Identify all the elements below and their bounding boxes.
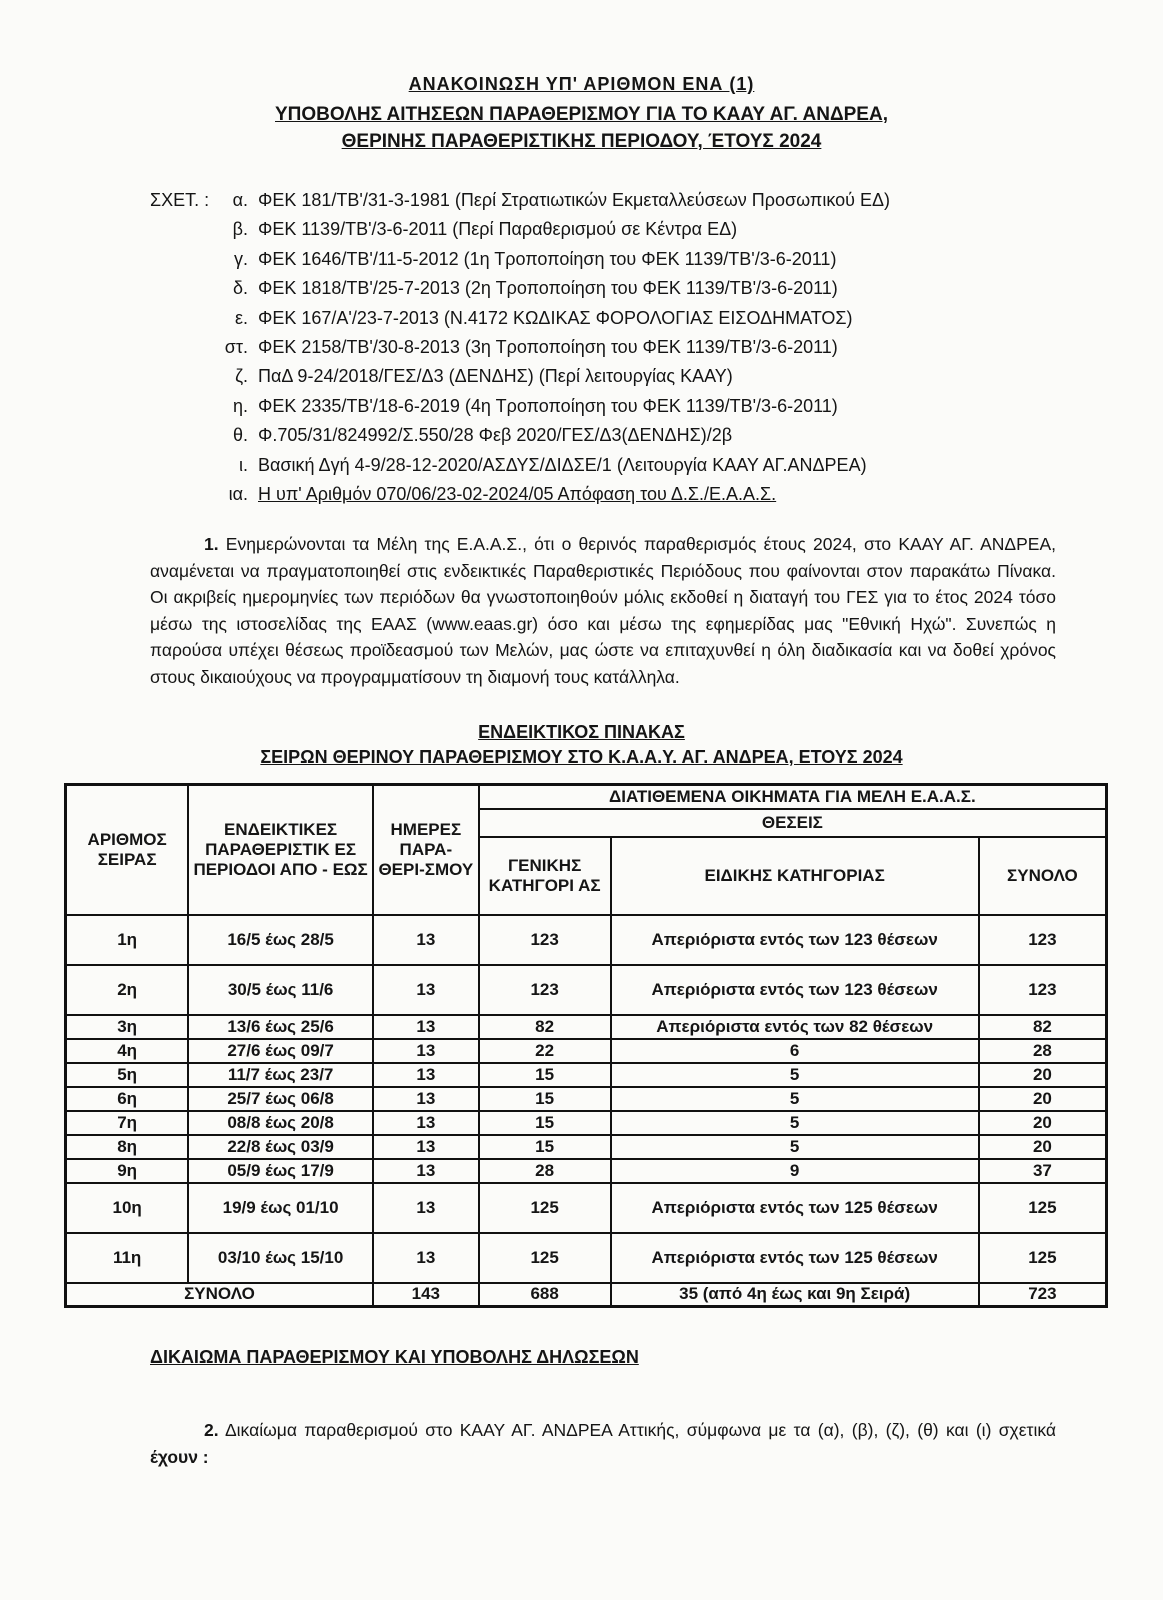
references-prefix: ΣΧΕΤ. : xyxy=(150,190,210,210)
cell-period: 25/7 έως 06/8 xyxy=(188,1087,373,1111)
cell-period: 16/5 έως 28/5 xyxy=(188,915,373,965)
cell-general: 125 xyxy=(479,1233,611,1283)
cell-series: 7η xyxy=(66,1111,189,1135)
cell-series: 1η xyxy=(66,915,189,965)
cell-total: 123 xyxy=(979,965,1107,1015)
table-row xyxy=(66,1159,1107,1183)
totals-special: 35 (από 4η έως και 9η Σειρά) xyxy=(611,1283,979,1307)
reference-letter: γ. xyxy=(233,248,248,269)
series-table xyxy=(64,783,1108,1308)
table-title: ΕΝΔΕΙΚΤΙΚΟΣ ΠΙΝΑΚΑΣ xyxy=(478,722,685,742)
header-general: ΓΕΝΙΚΗΣ ΚΑΤΗΓΟΡΙ ΑΣ xyxy=(479,837,611,915)
cell-special: 5 xyxy=(611,1111,979,1135)
cell-special: 9 xyxy=(611,1159,979,1183)
totals-label: ΣΥΝΟΛΟ xyxy=(66,1283,373,1307)
totals-total: 723 xyxy=(979,1283,1107,1307)
cell-days: 13 xyxy=(373,1063,479,1087)
cell-days: 13 xyxy=(373,1183,479,1233)
cell-days: 13 xyxy=(373,1087,479,1111)
cell-general: 22 xyxy=(479,1039,611,1063)
cell-general: 82 xyxy=(479,1015,611,1039)
cell-period: 13/6 έως 25/6 xyxy=(188,1015,373,1039)
cell-total: 20 xyxy=(979,1087,1107,1111)
cell-general: 123 xyxy=(479,915,611,965)
cell-days: 13 xyxy=(373,1159,479,1183)
table-row xyxy=(66,1135,1107,1159)
reference-text: ΦΕΚ 2158/ΤΒ'/30-8-2013 (3η Τροποποίηση του ΦΕΚ 1139/ΤΒ'/3-6-2011) xyxy=(258,336,838,357)
reference-text: Η υπ' Αριθμόν 070/06/23-02-2024/05 Απόφαση του Δ.Σ./Ε.Α.Α.Σ. xyxy=(258,483,777,504)
header-series: ΑΡΙΘΜΟΣ ΣΕΙΡΑΣ xyxy=(66,785,189,915)
totals-general: 688 xyxy=(479,1283,611,1307)
reference-letter: α. xyxy=(232,190,248,210)
paragraph-number: 2. xyxy=(204,1420,219,1440)
cell-total: 20 xyxy=(979,1135,1107,1159)
reference-item xyxy=(150,274,1110,303)
cell-period: 22/8 έως 03/9 xyxy=(188,1135,373,1159)
table-row xyxy=(66,1183,1107,1233)
cell-special: Απεριόριστα εντός των 82 θέσεων xyxy=(611,1015,979,1039)
reference-text: ΦΕΚ 1139/ΤΒ'/3-6-2011 (Περί Παραθερισμού σε Κέντρα ΕΔ) xyxy=(258,219,738,240)
reference-text: ΦΕΚ 1646/ΤΒ'/11-5-2012 (1η Τροποποίηση του ΦΕΚ 1139/ΤΒ'/3-6-2011) xyxy=(258,248,837,269)
cell-general: 15 xyxy=(479,1111,611,1135)
header-days: ΗΜΕΡΕΣ ΠΑΡΑ-ΘΕΡΙ-ΣΜΟΥ xyxy=(373,785,479,915)
reference-letter: θ. xyxy=(232,425,248,446)
cell-special: Απεριόριστα εντός των 125 θέσεων xyxy=(611,1233,979,1283)
reference-text: Βασική Δγή 4-9/28-12-2020/ΑΣΔΥΣ/ΔΙΔΣΕ/1 (Λειτουργία ΚΑΑΥ ΑΓ.ΑΝΔΡΕΑ) xyxy=(258,454,867,475)
cell-general: 28 xyxy=(479,1159,611,1183)
cell-series: 9η xyxy=(66,1159,189,1183)
reference-item xyxy=(150,215,1110,244)
cell-special: 5 xyxy=(611,1087,979,1111)
paragraph-number: 1. xyxy=(204,534,219,554)
reference-item xyxy=(150,362,1110,391)
cell-general: 15 xyxy=(479,1063,611,1087)
table-row xyxy=(66,1063,1107,1087)
header-positions: ΘΕΣΕΙΣ xyxy=(479,809,1107,837)
table-row xyxy=(66,1039,1107,1063)
cell-days: 13 xyxy=(373,1039,479,1063)
paragraph-2 xyxy=(150,1417,1056,1470)
table-row xyxy=(66,1111,1107,1135)
cell-period: 30/5 έως 11/6 xyxy=(188,965,373,1015)
table-row xyxy=(66,965,1107,1015)
cell-general: 15 xyxy=(479,1087,611,1111)
cell-special: 5 xyxy=(611,1135,979,1159)
cell-days: 13 xyxy=(373,1233,479,1283)
table-row xyxy=(66,1087,1107,1111)
reference-letter: β. xyxy=(232,219,248,240)
cell-total: 125 xyxy=(979,1233,1107,1283)
cell-total: 125 xyxy=(979,1183,1107,1233)
reference-text: ΠαΔ 9-24/2018/ΓΕΣ/Δ3 (ΔΕΝΔΗΣ) (Περί λειτουργίας ΚΑΑΥ) xyxy=(258,366,733,387)
cell-days: 13 xyxy=(373,965,479,1015)
cell-period: 19/9 έως 01/10 xyxy=(188,1183,373,1233)
reference-item xyxy=(150,245,1110,274)
cell-special: Απεριόριστα εντός των 125 θέσεων xyxy=(611,1183,979,1233)
cell-general: 125 xyxy=(479,1183,611,1233)
cell-series: 3η xyxy=(66,1015,189,1039)
table-row xyxy=(66,915,1107,965)
table-row xyxy=(66,1233,1107,1283)
cell-period: 11/7 έως 23/7 xyxy=(188,1063,373,1087)
cell-series: 11η xyxy=(66,1233,189,1283)
reference-letter: στ. xyxy=(224,336,248,357)
cell-series: 10η xyxy=(66,1183,189,1233)
paragraph-1 xyxy=(150,531,1056,690)
cell-special: 5 xyxy=(611,1063,979,1087)
reference-letter: ι. xyxy=(239,454,248,475)
cell-series: 2η xyxy=(66,965,189,1015)
reference-text: ΦΕΚ 181/ΤΒ'/31-3-1981 (Περί Στρατιωτικών Εκμεταλλεύσεων Προσωπικού ΕΔ) xyxy=(258,190,890,210)
cell-period: 03/10 έως 15/10 xyxy=(188,1233,373,1283)
cell-total: 37 xyxy=(979,1159,1107,1183)
announcement-subtitle: ΥΠΟΒΟΛΗΣ ΑΙΤΗΣΕΩΝ ΠΑΡΑΘΕΡΙΣΜΟΥ ΓΙΑ ΤΟ ΚΑΑΥ ΑΓ. ΑΝΔΡΕΑ, xyxy=(275,104,888,125)
cell-days: 13 xyxy=(373,1135,479,1159)
table-row xyxy=(66,1015,1107,1039)
cell-special: 6 xyxy=(611,1039,979,1063)
cell-days: 13 xyxy=(373,1111,479,1135)
reference-text: ΦΕΚ 2335/ΤΒ'/18-6-2019 (4η Τροποποίηση του ΦΕΚ 1139/ΤΒ'/3-6-2011) xyxy=(258,395,838,416)
cell-general: 123 xyxy=(479,965,611,1015)
reference-item xyxy=(150,333,1110,362)
reference-item xyxy=(150,392,1110,421)
cell-total: 82 xyxy=(979,1015,1107,1039)
reference-text: ΦΕΚ 167/Α'/23-7-2013 (Ν.4172 ΚΩΔΙΚΑΣ ΦΟΡΟΛΟΓΙΑΣ ΕΙΣΟΔΗΜΑΤΟΣ) xyxy=(258,307,853,328)
header-special: ΕΙΔΙΚΗΣ ΚΑΤΗΓΟΡΙΑΣ xyxy=(611,837,979,915)
cell-total: 123 xyxy=(979,915,1107,965)
reference-letter: ια. xyxy=(228,483,248,504)
table-subtitle: ΣΕΙΡΩΝ ΘΕΡΙΝΟΥ ΠΑΡΑΘΕΡΙΣΜΟΥ ΣΤΟ Κ.Α.Α.Υ. ΑΓ. ΑΝΔΡΕΑ, ΕΤΟΥΣ 2024 xyxy=(260,747,903,767)
cell-total: 20 xyxy=(979,1063,1107,1087)
cell-days: 13 xyxy=(373,915,479,965)
cell-total: 28 xyxy=(979,1039,1107,1063)
totals-days: 143 xyxy=(373,1283,479,1307)
header-periods: ΕΝΔΕΙΚΤΙΚΕΣ ΠΑΡΑΘΕΡΙΣΤΙΚ ΕΣ ΠΕΡΙΟΔΟΙ ΑΠΟ - ΕΩΣ xyxy=(188,785,373,915)
reference-letter: ε. xyxy=(234,307,248,328)
reference-item xyxy=(150,480,1110,509)
reference-letter: η. xyxy=(232,395,248,416)
paragraph-text: Δικαίωμα παραθερισμού στο ΚΑΑΥ ΑΓ. ΑΝΔΡΕΑ Αττικής, σύμφωνα με τα (α), (β), (ζ), (θ) και (ι) σχετικά xyxy=(224,1420,1056,1440)
cell-period: 08/8 έως 20/8 xyxy=(188,1111,373,1135)
header-available: ΔΙΑΤΙΘΕΜΕΝΑ ΟΙΚΗΜΑΤΑ ΓΙΑ ΜΕΛΗ Ε.Α.Α.Σ. xyxy=(479,785,1107,809)
cell-total: 20 xyxy=(979,1111,1107,1135)
paragraph-text: Ενημερώνονται τα Μέλη της Ε.Α.Α.Σ., ότι ο θερινός παραθερισμός έτους 2024, στο ΚΑΑΥ ΑΓ. ΑΝΔΡΕΑ, αναμένεται να πραγματοποιηθεί στις ενδεικτικές Παραθεριστικές Περιόδους που φαίνονται στον παρακάτω Πίνακα. Οι ακριβείς ημερομηνίες των περιόδων θα γνωστοποιηθούν μόλις εκδοθεί η διαταγή του ΓΕΣ για το έτος 2024 τόσο μέσω της ιστοσελίδας της ΕΑΑΣ (www.eaas.gr) όσο και μέσω της εφημερίδας μας "Εθνική Ηχώ". Συνεπώς η παρούσα υπέχει θέσεως προϊδεασμού των Μελών, μας ώστε να επιταχυνθεί η όλη διαδικασία και να δοθεί χρόνος στους δικαιούχους να προγραμματίσουν τη διαμονή τους κατάλληλα. xyxy=(150,534,1056,687)
reference-item xyxy=(150,304,1110,333)
section-heading: ΔΙΚΑΙΩΜΑ ΠΑΡΑΘΕΡΙΣΜΟΥ ΚΑΙ ΥΠΟΒΟΛΗΣ ΔΗΛΩΣΕΩΝ xyxy=(150,1347,639,1367)
references-list xyxy=(150,186,1110,509)
cell-series: 5η xyxy=(66,1063,189,1087)
announcement-period: ΘΕΡΙΝΗΣ ΠΑΡΑΘΕΡΙΣΤΙΚΗΣ ΠΕΡΙΟΔΟΥ, ΈΤΟΥΣ 2024 xyxy=(341,131,822,152)
announcement-title: ΑΝΑΚΟΙΝΩΣΗ ΥΠ' ΑΡΙΘΜΟΝ ΕΝΑ (1) xyxy=(408,74,755,94)
cell-days: 13 xyxy=(373,1015,479,1039)
cell-series: 6η xyxy=(66,1087,189,1111)
reference-item xyxy=(150,186,1110,215)
reference-letter: δ. xyxy=(232,278,248,299)
cell-special: Απεριόριστα εντός των 123 θέσεων xyxy=(611,915,979,965)
cell-period: 27/6 έως 09/7 xyxy=(188,1039,373,1063)
reference-text: ΦΕΚ 1818/ΤΒ'/25-7-2013 (2η Τροποποίηση του ΦΕΚ 1139/ΤΒ'/3-6-2011) xyxy=(258,278,838,299)
table-header-row xyxy=(66,785,1107,809)
cell-period: 05/9 έως 17/9 xyxy=(188,1159,373,1183)
paragraph-bold-end: έχουν : xyxy=(150,1446,209,1467)
cell-general: 15 xyxy=(479,1135,611,1159)
cell-special: Απεριόριστα εντός των 123 θέσεων xyxy=(611,965,979,1015)
table-totals-row xyxy=(66,1283,1107,1307)
reference-text: Φ.705/31/824992/Σ.550/28 Φεβ 2020/ΓΕΣ/Δ3(ΔΕΝΔΗΣ)/2β xyxy=(258,425,733,446)
reference-item xyxy=(150,451,1110,480)
reference-letter: ζ. xyxy=(235,366,248,387)
cell-series: 8η xyxy=(66,1135,189,1159)
header-total: ΣΥΝΟΛΟ xyxy=(979,837,1107,915)
reference-item xyxy=(150,421,1110,450)
cell-series: 4η xyxy=(66,1039,189,1063)
